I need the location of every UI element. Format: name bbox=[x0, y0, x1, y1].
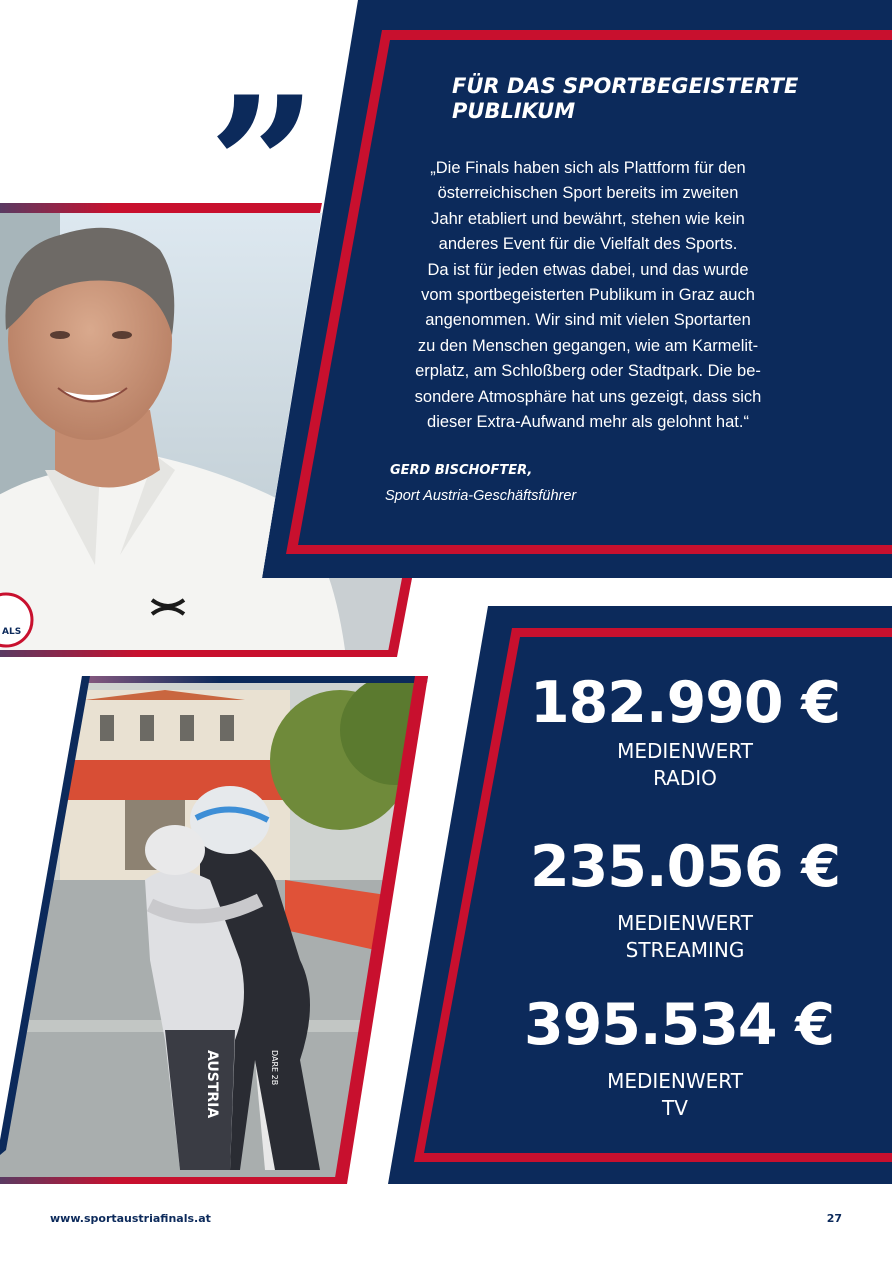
page-number: 27 bbox=[826, 1212, 842, 1225]
quote-mark-icon: ” bbox=[208, 55, 300, 278]
stat-label-line: RADIO bbox=[653, 766, 717, 790]
quote-line: „Die Finals haben sich als Plattform für den bbox=[430, 159, 746, 177]
stat-label-line: STREAMING bbox=[625, 938, 745, 962]
quote-text bbox=[388, 156, 788, 435]
footer-url: www.sportaustriafinals.at bbox=[50, 1212, 211, 1225]
stat-label-line: MEDIENWERT bbox=[617, 739, 753, 763]
stat-label-line: MEDIENWERT bbox=[607, 1069, 743, 1093]
quote-line: dieser Extra-Aufwand mehr als gelohnt hat.“ bbox=[427, 413, 749, 432]
stat-radio-label bbox=[490, 738, 880, 792]
quote-line: vom sportbegeisterten Publikum in Graz auch bbox=[421, 286, 755, 305]
portrait-bottom-bar bbox=[0, 650, 397, 657]
quote-line: zu den Menschen gegangen, wie am Karmelit- bbox=[417, 336, 759, 355]
stat-tv-value: 395.534 € bbox=[523, 992, 835, 1058]
quote-title-line2: PUBLIKUM bbox=[452, 99, 576, 123]
stat-streaming-label bbox=[490, 910, 880, 964]
stat-streaming-value: 235.056 € bbox=[529, 834, 841, 900]
quote-title-line1: FÜR DAS SPORTBEGEISTERTE bbox=[452, 74, 799, 98]
stat-label-line: TV bbox=[662, 1096, 688, 1120]
quote-line: sondere Atmosphäre hat uns gezeigt, dass sich bbox=[414, 387, 762, 406]
quote-author-role: Sport Austria-Geschäftsführer bbox=[385, 488, 577, 504]
quote-line: Da ist für jeden etwas dabei, und das wurde bbox=[427, 260, 749, 279]
athletes-bottom-bar bbox=[0, 1177, 340, 1184]
athletes-top-bar bbox=[81, 676, 428, 683]
stat-radio-value: 182.990 € bbox=[529, 670, 841, 736]
portrait-badge-text: ALS bbox=[2, 627, 22, 637]
stat-label-line: MEDIENWERT bbox=[617, 911, 753, 935]
quote-line: anderes Event für die Vielfalt des Sports. bbox=[438, 235, 738, 254]
suit-text: AUSTRIA bbox=[204, 1050, 220, 1119]
quote-title bbox=[452, 74, 852, 124]
suit-brand-text: DARE 2B bbox=[270, 1050, 279, 1086]
quote-line: erplatz, am Schloßberg oder Stadtpark. Die be- bbox=[415, 362, 761, 381]
quote-line: Jahr etabliert und bewährt, stehen wie kein bbox=[431, 209, 745, 228]
quote-line: angenommen. Wir sind mit vielen Sportarten bbox=[425, 311, 751, 330]
quote-author: GERD BISCHOFTER, bbox=[390, 463, 533, 478]
quote-line: österreichischen Sport bereits im zweiten bbox=[437, 184, 739, 203]
stat-tv-label bbox=[480, 1068, 870, 1122]
